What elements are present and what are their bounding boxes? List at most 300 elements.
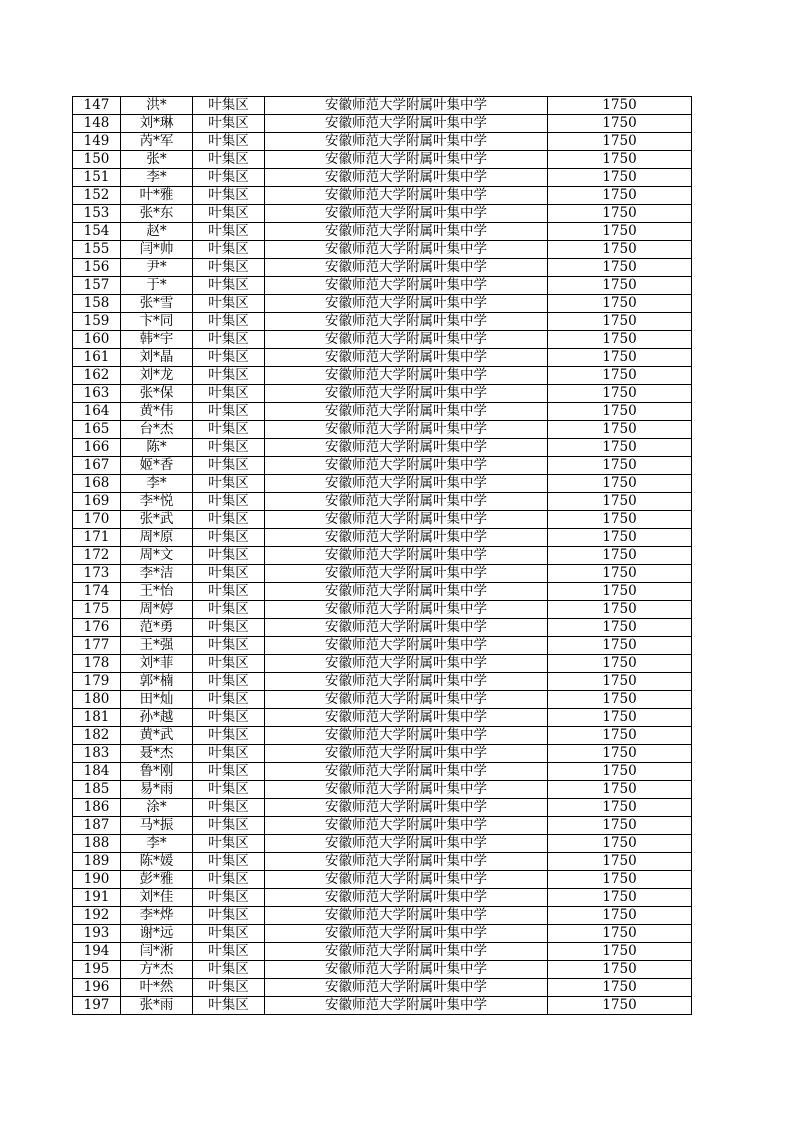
row-number-cell: 169 xyxy=(73,493,121,511)
row-number-cell: 173 xyxy=(73,565,121,583)
score-cell: 1750 xyxy=(548,403,692,421)
school-name-cell: 安徽师范大学附属叶集中学 xyxy=(265,619,548,637)
school-name-cell: 安徽师范大学附属叶集中学 xyxy=(265,259,548,277)
district-cell: 叶集区 xyxy=(193,691,265,709)
row-number-cell: 163 xyxy=(73,385,121,403)
score-cell: 1750 xyxy=(548,493,692,511)
district-cell: 叶集区 xyxy=(193,439,265,457)
school-name-cell: 安徽师范大学附属叶集中学 xyxy=(265,115,548,133)
student-name-cell: 李*洁 xyxy=(121,565,193,583)
school-name-cell: 安徽师范大学附属叶集中学 xyxy=(265,835,548,853)
table-row xyxy=(73,853,692,871)
table-row xyxy=(73,115,692,133)
student-name-cell: 王*强 xyxy=(121,637,193,655)
school-name-cell: 安徽师范大学附属叶集中学 xyxy=(265,817,548,835)
district-cell: 叶集区 xyxy=(193,799,265,817)
score-cell: 1750 xyxy=(548,475,692,493)
student-name-cell: 李* xyxy=(121,475,193,493)
row-number-cell: 172 xyxy=(73,547,121,565)
school-name-cell: 安徽师范大学附属叶集中学 xyxy=(265,457,548,475)
table-row xyxy=(73,475,692,493)
score-cell: 1750 xyxy=(548,169,692,187)
student-name-cell: 范*勇 xyxy=(121,619,193,637)
school-name-cell: 安徽师范大学附属叶集中学 xyxy=(265,169,548,187)
score-cell: 1750 xyxy=(548,763,692,781)
score-cell: 1750 xyxy=(548,259,692,277)
school-name-cell: 安徽师范大学附属叶集中学 xyxy=(265,601,548,619)
score-cell: 1750 xyxy=(548,97,692,115)
school-name-cell: 安徽师范大学附属叶集中学 xyxy=(265,385,548,403)
row-number-cell: 176 xyxy=(73,619,121,637)
district-cell: 叶集区 xyxy=(193,817,265,835)
score-cell: 1750 xyxy=(548,961,692,979)
school-name-cell: 安徽师范大学附属叶集中学 xyxy=(265,475,548,493)
table-row xyxy=(73,907,692,925)
student-name-cell: 刘*佳 xyxy=(121,889,193,907)
score-cell: 1750 xyxy=(548,835,692,853)
student-name-cell: 张*雪 xyxy=(121,295,193,313)
student-name-cell: 闫*帅 xyxy=(121,241,193,259)
student-name-cell: 田*灿 xyxy=(121,691,193,709)
district-cell: 叶集区 xyxy=(193,349,265,367)
table-row xyxy=(73,763,692,781)
score-cell: 1750 xyxy=(548,943,692,961)
table-row xyxy=(73,439,692,457)
score-cell: 1750 xyxy=(548,385,692,403)
school-name-cell: 安徽师范大学附属叶集中学 xyxy=(265,853,548,871)
table-row xyxy=(73,313,692,331)
row-number-cell: 165 xyxy=(73,421,121,439)
row-number-cell: 191 xyxy=(73,889,121,907)
student-name-cell: 方*杰 xyxy=(121,961,193,979)
student-name-cell: 李* xyxy=(121,835,193,853)
roster-table xyxy=(72,96,692,1015)
score-cell: 1750 xyxy=(548,241,692,259)
table-row xyxy=(73,241,692,259)
school-name-cell: 安徽师范大学附属叶集中学 xyxy=(265,565,548,583)
school-name-cell: 安徽师范大学附属叶集中学 xyxy=(265,871,548,889)
row-number-cell: 160 xyxy=(73,331,121,349)
district-cell: 叶集区 xyxy=(193,475,265,493)
student-name-cell: 周*原 xyxy=(121,529,193,547)
row-number-cell: 167 xyxy=(73,457,121,475)
row-number-cell: 195 xyxy=(73,961,121,979)
district-cell: 叶集区 xyxy=(193,187,265,205)
table-row xyxy=(73,547,692,565)
student-name-cell: 周*文 xyxy=(121,547,193,565)
district-cell: 叶集区 xyxy=(193,457,265,475)
district-cell: 叶集区 xyxy=(193,403,265,421)
score-cell: 1750 xyxy=(548,223,692,241)
score-cell: 1750 xyxy=(548,655,692,673)
student-name-cell: 聂*杰 xyxy=(121,745,193,763)
school-name-cell: 安徽师范大学附属叶集中学 xyxy=(265,241,548,259)
score-cell: 1750 xyxy=(548,925,692,943)
district-cell: 叶集区 xyxy=(193,619,265,637)
row-number-cell: 193 xyxy=(73,925,121,943)
row-number-cell: 174 xyxy=(73,583,121,601)
table-row xyxy=(73,187,692,205)
table-row xyxy=(73,619,692,637)
school-name-cell: 安徽师范大学附属叶集中学 xyxy=(265,151,548,169)
row-number-cell: 181 xyxy=(73,709,121,727)
row-number-cell: 168 xyxy=(73,475,121,493)
school-name-cell: 安徽师范大学附属叶集中学 xyxy=(265,349,548,367)
district-cell: 叶集区 xyxy=(193,313,265,331)
school-name-cell: 安徽师范大学附属叶集中学 xyxy=(265,943,548,961)
school-name-cell: 安徽师范大学附属叶集中学 xyxy=(265,133,548,151)
district-cell: 叶集区 xyxy=(193,673,265,691)
district-cell: 叶集区 xyxy=(193,925,265,943)
row-number-cell: 162 xyxy=(73,367,121,385)
score-cell: 1750 xyxy=(548,511,692,529)
row-number-cell: 179 xyxy=(73,673,121,691)
table-row xyxy=(73,511,692,529)
score-cell: 1750 xyxy=(548,817,692,835)
row-number-cell: 157 xyxy=(73,277,121,295)
row-number-cell: 166 xyxy=(73,439,121,457)
table-row xyxy=(73,457,692,475)
district-cell: 叶集区 xyxy=(193,511,265,529)
table-row xyxy=(73,331,692,349)
score-cell: 1750 xyxy=(548,295,692,313)
student-name-cell: 叶*然 xyxy=(121,979,193,997)
district-cell: 叶集区 xyxy=(193,295,265,313)
table-row xyxy=(73,295,692,313)
district-cell: 叶集区 xyxy=(193,565,265,583)
student-name-cell: 刘*龙 xyxy=(121,367,193,385)
district-cell: 叶集区 xyxy=(193,421,265,439)
student-name-cell: 黄*武 xyxy=(121,727,193,745)
student-name-cell: 郭*楠 xyxy=(121,673,193,691)
student-name-cell: 叶*雅 xyxy=(121,187,193,205)
school-name-cell: 安徽师范大学附属叶集中学 xyxy=(265,925,548,943)
row-number-cell: 177 xyxy=(73,637,121,655)
row-number-cell: 189 xyxy=(73,853,121,871)
table-row xyxy=(73,961,692,979)
row-number-cell: 147 xyxy=(73,97,121,115)
row-number-cell: 178 xyxy=(73,655,121,673)
table-row xyxy=(73,691,692,709)
school-name-cell: 安徽师范大学附属叶集中学 xyxy=(265,583,548,601)
table-row xyxy=(73,709,692,727)
district-cell: 叶集区 xyxy=(193,961,265,979)
score-cell: 1750 xyxy=(548,565,692,583)
table-row xyxy=(73,799,692,817)
row-number-cell: 190 xyxy=(73,871,121,889)
score-cell: 1750 xyxy=(548,979,692,997)
row-number-cell: 161 xyxy=(73,349,121,367)
district-cell: 叶集区 xyxy=(193,277,265,295)
student-name-cell: 陈*媛 xyxy=(121,853,193,871)
table-row xyxy=(73,943,692,961)
student-name-cell: 洪* xyxy=(121,97,193,115)
score-cell: 1750 xyxy=(548,709,692,727)
district-cell: 叶集区 xyxy=(193,601,265,619)
school-name-cell: 安徽师范大学附属叶集中学 xyxy=(265,439,548,457)
table-row xyxy=(73,835,692,853)
table-row xyxy=(73,979,692,997)
score-cell: 1750 xyxy=(548,457,692,475)
row-number-cell: 155 xyxy=(73,241,121,259)
table-row xyxy=(73,529,692,547)
school-name-cell: 安徽师范大学附属叶集中学 xyxy=(265,295,548,313)
table-row xyxy=(73,349,692,367)
row-number-cell: 187 xyxy=(73,817,121,835)
school-name-cell: 安徽师范大学附属叶集中学 xyxy=(265,781,548,799)
school-name-cell: 安徽师范大学附属叶集中学 xyxy=(265,961,548,979)
score-cell: 1750 xyxy=(548,997,692,1015)
school-name-cell: 安徽师范大学附属叶集中学 xyxy=(265,97,548,115)
table-row xyxy=(73,637,692,655)
student-name-cell: 姬*香 xyxy=(121,457,193,475)
school-name-cell: 安徽师范大学附属叶集中学 xyxy=(265,709,548,727)
student-name-cell: 黄*伟 xyxy=(121,403,193,421)
table-row xyxy=(73,781,692,799)
school-name-cell: 安徽师范大学附属叶集中学 xyxy=(265,655,548,673)
school-name-cell: 安徽师范大学附属叶集中学 xyxy=(265,331,548,349)
score-cell: 1750 xyxy=(548,691,692,709)
district-cell: 叶集区 xyxy=(193,367,265,385)
table-row xyxy=(73,133,692,151)
score-cell: 1750 xyxy=(548,871,692,889)
school-name-cell: 安徽师范大学附属叶集中学 xyxy=(265,205,548,223)
student-name-cell: 易*雨 xyxy=(121,781,193,799)
school-name-cell: 安徽师范大学附属叶集中学 xyxy=(265,673,548,691)
table-row xyxy=(73,655,692,673)
student-name-cell: 李*烨 xyxy=(121,907,193,925)
student-name-cell: 孙*越 xyxy=(121,709,193,727)
district-cell: 叶集区 xyxy=(193,835,265,853)
district-cell: 叶集区 xyxy=(193,331,265,349)
student-name-cell: 王*怡 xyxy=(121,583,193,601)
score-cell: 1750 xyxy=(548,601,692,619)
table-row xyxy=(73,889,692,907)
row-number-cell: 180 xyxy=(73,691,121,709)
score-cell: 1750 xyxy=(548,583,692,601)
table-row xyxy=(73,277,692,295)
score-cell: 1750 xyxy=(548,547,692,565)
school-name-cell: 安徽师范大学附属叶集中学 xyxy=(265,907,548,925)
row-number-cell: 188 xyxy=(73,835,121,853)
score-cell: 1750 xyxy=(548,781,692,799)
table-row xyxy=(73,565,692,583)
table-row xyxy=(73,493,692,511)
table-row xyxy=(73,817,692,835)
district-cell: 叶集区 xyxy=(193,781,265,799)
score-cell: 1750 xyxy=(548,133,692,151)
student-name-cell: 马*振 xyxy=(121,817,193,835)
school-name-cell: 安徽师范大学附属叶集中学 xyxy=(265,745,548,763)
district-cell: 叶集区 xyxy=(193,709,265,727)
table-row xyxy=(73,151,692,169)
district-cell: 叶集区 xyxy=(193,529,265,547)
score-cell: 1750 xyxy=(548,313,692,331)
row-number-cell: 153 xyxy=(73,205,121,223)
district-cell: 叶集区 xyxy=(193,133,265,151)
row-number-cell: 185 xyxy=(73,781,121,799)
row-number-cell: 164 xyxy=(73,403,121,421)
table-row xyxy=(73,727,692,745)
school-name-cell: 安徽师范大学附属叶集中学 xyxy=(265,997,548,1015)
school-name-cell: 安徽师范大学附属叶集中学 xyxy=(265,691,548,709)
student-name-cell: 芮*军 xyxy=(121,133,193,151)
score-cell: 1750 xyxy=(548,331,692,349)
score-cell: 1750 xyxy=(548,277,692,295)
table-row xyxy=(73,169,692,187)
district-cell: 叶集区 xyxy=(193,547,265,565)
score-cell: 1750 xyxy=(548,187,692,205)
district-cell: 叶集区 xyxy=(193,169,265,187)
row-number-cell: 171 xyxy=(73,529,121,547)
student-name-cell: 刘*晶 xyxy=(121,349,193,367)
student-name-cell: 刘*琳 xyxy=(121,115,193,133)
student-name-cell: 周*婷 xyxy=(121,601,193,619)
school-name-cell: 安徽师范大学附属叶集中学 xyxy=(265,763,548,781)
student-name-cell: 彭*雅 xyxy=(121,871,193,889)
row-number-cell: 197 xyxy=(73,997,121,1015)
table-row xyxy=(73,745,692,763)
student-name-cell: 鲁*刚 xyxy=(121,763,193,781)
school-name-cell: 安徽师范大学附属叶集中学 xyxy=(265,799,548,817)
district-cell: 叶集区 xyxy=(193,115,265,133)
table-row xyxy=(73,421,692,439)
table-row xyxy=(73,601,692,619)
district-cell: 叶集区 xyxy=(193,907,265,925)
score-cell: 1750 xyxy=(548,745,692,763)
school-name-cell: 安徽师范大学附属叶集中学 xyxy=(265,529,548,547)
student-name-cell: 涂* xyxy=(121,799,193,817)
row-number-cell: 154 xyxy=(73,223,121,241)
school-name-cell: 安徽师范大学附属叶集中学 xyxy=(265,889,548,907)
school-name-cell: 安徽师范大学附属叶集中学 xyxy=(265,493,548,511)
row-number-cell: 192 xyxy=(73,907,121,925)
student-name-cell: 张*东 xyxy=(121,205,193,223)
student-name-cell: 张*保 xyxy=(121,385,193,403)
school-name-cell: 安徽师范大学附属叶集中学 xyxy=(265,421,548,439)
score-cell: 1750 xyxy=(548,799,692,817)
district-cell: 叶集区 xyxy=(193,745,265,763)
school-name-cell: 安徽师范大学附属叶集中学 xyxy=(265,511,548,529)
district-cell: 叶集区 xyxy=(193,241,265,259)
row-number-cell: 149 xyxy=(73,133,121,151)
district-cell: 叶集区 xyxy=(193,979,265,997)
school-name-cell: 安徽师范大学附属叶集中学 xyxy=(265,547,548,565)
score-cell: 1750 xyxy=(548,619,692,637)
row-number-cell: 175 xyxy=(73,601,121,619)
row-number-cell: 186 xyxy=(73,799,121,817)
table-row xyxy=(73,583,692,601)
table-row xyxy=(73,205,692,223)
student-name-cell: 陈* xyxy=(121,439,193,457)
student-name-cell: 台*杰 xyxy=(121,421,193,439)
score-cell: 1750 xyxy=(548,115,692,133)
district-cell: 叶集区 xyxy=(193,97,265,115)
student-name-cell: 闫*淅 xyxy=(121,943,193,961)
table-row xyxy=(73,259,692,277)
school-name-cell: 安徽师范大学附属叶集中学 xyxy=(265,403,548,421)
district-cell: 叶集区 xyxy=(193,871,265,889)
row-number-cell: 182 xyxy=(73,727,121,745)
table-row xyxy=(73,385,692,403)
school-name-cell: 安徽师范大学附属叶集中学 xyxy=(265,223,548,241)
score-cell: 1750 xyxy=(548,727,692,745)
score-cell: 1750 xyxy=(548,853,692,871)
score-cell: 1750 xyxy=(548,637,692,655)
school-name-cell: 安徽师范大学附属叶集中学 xyxy=(265,187,548,205)
district-cell: 叶集区 xyxy=(193,889,265,907)
school-name-cell: 安徽师范大学附属叶集中学 xyxy=(265,979,548,997)
score-cell: 1750 xyxy=(548,205,692,223)
score-cell: 1750 xyxy=(548,907,692,925)
district-cell: 叶集区 xyxy=(193,997,265,1015)
school-name-cell: 安徽师范大学附属叶集中学 xyxy=(265,367,548,385)
table-row xyxy=(73,97,692,115)
school-name-cell: 安徽师范大学附属叶集中学 xyxy=(265,637,548,655)
row-number-cell: 158 xyxy=(73,295,121,313)
row-number-cell: 156 xyxy=(73,259,121,277)
district-cell: 叶集区 xyxy=(193,223,265,241)
district-cell: 叶集区 xyxy=(193,583,265,601)
district-cell: 叶集区 xyxy=(193,259,265,277)
score-cell: 1750 xyxy=(548,349,692,367)
row-number-cell: 196 xyxy=(73,979,121,997)
student-name-cell: 李* xyxy=(121,169,193,187)
score-cell: 1750 xyxy=(548,151,692,169)
district-cell: 叶集区 xyxy=(193,943,265,961)
score-cell: 1750 xyxy=(548,529,692,547)
district-cell: 叶集区 xyxy=(193,637,265,655)
student-name-cell: 李*悦 xyxy=(121,493,193,511)
district-cell: 叶集区 xyxy=(193,205,265,223)
table-row xyxy=(73,223,692,241)
row-number-cell: 151 xyxy=(73,169,121,187)
district-cell: 叶集区 xyxy=(193,853,265,871)
row-number-cell: 183 xyxy=(73,745,121,763)
student-name-cell: 张* xyxy=(121,151,193,169)
table-row xyxy=(73,925,692,943)
student-name-cell: 尹* xyxy=(121,259,193,277)
row-number-cell: 152 xyxy=(73,187,121,205)
district-cell: 叶集区 xyxy=(193,763,265,781)
table-row xyxy=(73,871,692,889)
school-name-cell: 安徽师范大学附属叶集中学 xyxy=(265,727,548,745)
student-name-cell: 张*雨 xyxy=(121,997,193,1015)
row-number-cell: 150 xyxy=(73,151,121,169)
table-row xyxy=(73,997,692,1015)
roster-table-body xyxy=(73,97,692,1015)
district-cell: 叶集区 xyxy=(193,385,265,403)
row-number-cell: 194 xyxy=(73,943,121,961)
student-name-cell: 谢*远 xyxy=(121,925,193,943)
district-cell: 叶集区 xyxy=(193,727,265,745)
score-cell: 1750 xyxy=(548,367,692,385)
student-name-cell: 张*武 xyxy=(121,511,193,529)
table-row xyxy=(73,673,692,691)
student-name-cell: 韩*宇 xyxy=(121,331,193,349)
table-row xyxy=(73,367,692,385)
row-number-cell: 159 xyxy=(73,313,121,331)
student-name-cell: 赵* xyxy=(121,223,193,241)
student-name-cell: 刘*菲 xyxy=(121,655,193,673)
score-cell: 1750 xyxy=(548,889,692,907)
score-cell: 1750 xyxy=(548,421,692,439)
student-name-cell: 于* xyxy=(121,277,193,295)
school-name-cell: 安徽师范大学附属叶集中学 xyxy=(265,277,548,295)
district-cell: 叶集区 xyxy=(193,655,265,673)
score-cell: 1750 xyxy=(548,439,692,457)
row-number-cell: 170 xyxy=(73,511,121,529)
